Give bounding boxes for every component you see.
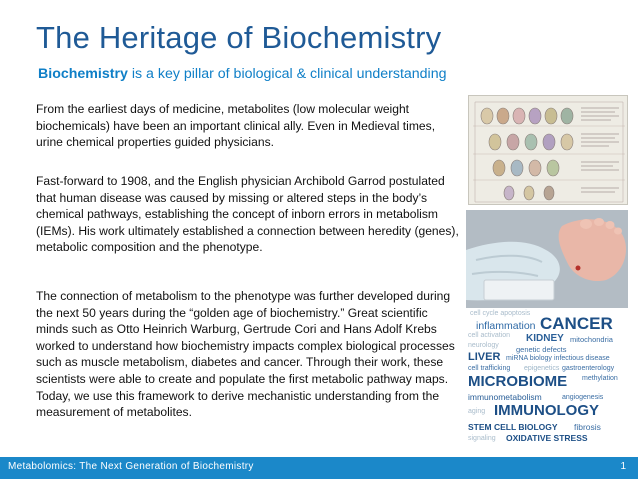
paragraph-medieval: From the earliest days of medicine, metabolites (low molecular weight biochemicals) have been an important clinical ally. Even in Medieval times, urine chemical properties guided physicians.	[36, 102, 436, 150]
cloud-term: methylation	[582, 375, 618, 382]
cloud-term: OXIDATIVE STRESS	[506, 433, 588, 443]
cloud-term: cell cycle apoptosis	[470, 310, 531, 317]
heel-prick-illustration	[466, 210, 628, 308]
cloud-term: CANCER	[540, 314, 613, 333]
cloud-term: angiogenesis	[562, 394, 604, 401]
cloud-term: fibrosis	[574, 422, 601, 432]
cloud-term: KIDNEY	[526, 333, 564, 344]
cloud-term: STEM CELL BIOLOGY	[468, 422, 558, 432]
cloud-term: immunometabolism	[468, 392, 542, 402]
cloud-term: mitochondria	[570, 335, 613, 344]
cloud-term: inflammation	[476, 320, 536, 332]
cloud-term: neurology	[468, 342, 499, 349]
footer-title: Metabolomics: The Next Generation of Biochemistry	[8, 461, 254, 472]
cloud-term: miRNA biology	[506, 355, 552, 362]
cloud-term: epigenetics	[524, 365, 560, 372]
urine-flask-illustration	[469, 96, 628, 205]
cloud-term: genetic defects	[516, 345, 567, 354]
cloud-term: gastroenterology	[562, 365, 615, 372]
cloud-term: MICROBIOME	[468, 373, 568, 390]
slide-title: The Heritage of Biochemistry	[36, 20, 442, 55]
subtitle-bold: Biochemistry	[38, 66, 128, 82]
page-number: 1	[620, 461, 626, 472]
cloud-term: IMMUNOLOGY	[494, 402, 599, 419]
cloud-term: aging	[468, 408, 486, 415]
footer-bar	[0, 457, 638, 479]
newborn-heel-test-image	[466, 210, 628, 308]
paragraph-garrod: Fast-forward to 1908, and the English physician Archibold Garrod postulated that human disease was caused by missing or altered steps in the body’s chemical pathways, establishing the concept of inborn errors in metabolism (IEMs). His work ultimately established a connection between heredity (genes), metabolic composition and the phenotype.	[36, 174, 459, 255]
cloud-term: cell trafficking	[468, 365, 511, 372]
cloud-term: infectious disease	[554, 355, 610, 362]
cloud-term: cell activation	[468, 332, 511, 339]
subtitle-rest: is a key pillar of biological & clinical understanding	[127, 66, 447, 82]
research-areas-word-cloud	[466, 308, 632, 456]
cloud-term: signaling	[468, 435, 496, 442]
cloud-term: LIVER	[468, 351, 501, 363]
slide-subtitle	[38, 66, 447, 82]
paragraph-golden-age: The connection of metabolism to the phenotype was further developed during the next 50 years during the “golden age of biochemistry.” Great scientific minds such as Otto Heinrich Warburg, Gertrude Cori and Hans Adolf Krebs worked to understand how biochemistry impacts complex biological processes such as muscle metabolism, diabetes and cancer. Through their work, these scientists were able to create and populate the first metabolic pathway maps. Today, we use this framework to derive mechanistic understanding from the measurement of metabolites.	[36, 289, 455, 420]
medieval-urine-chart-image	[468, 95, 628, 205]
